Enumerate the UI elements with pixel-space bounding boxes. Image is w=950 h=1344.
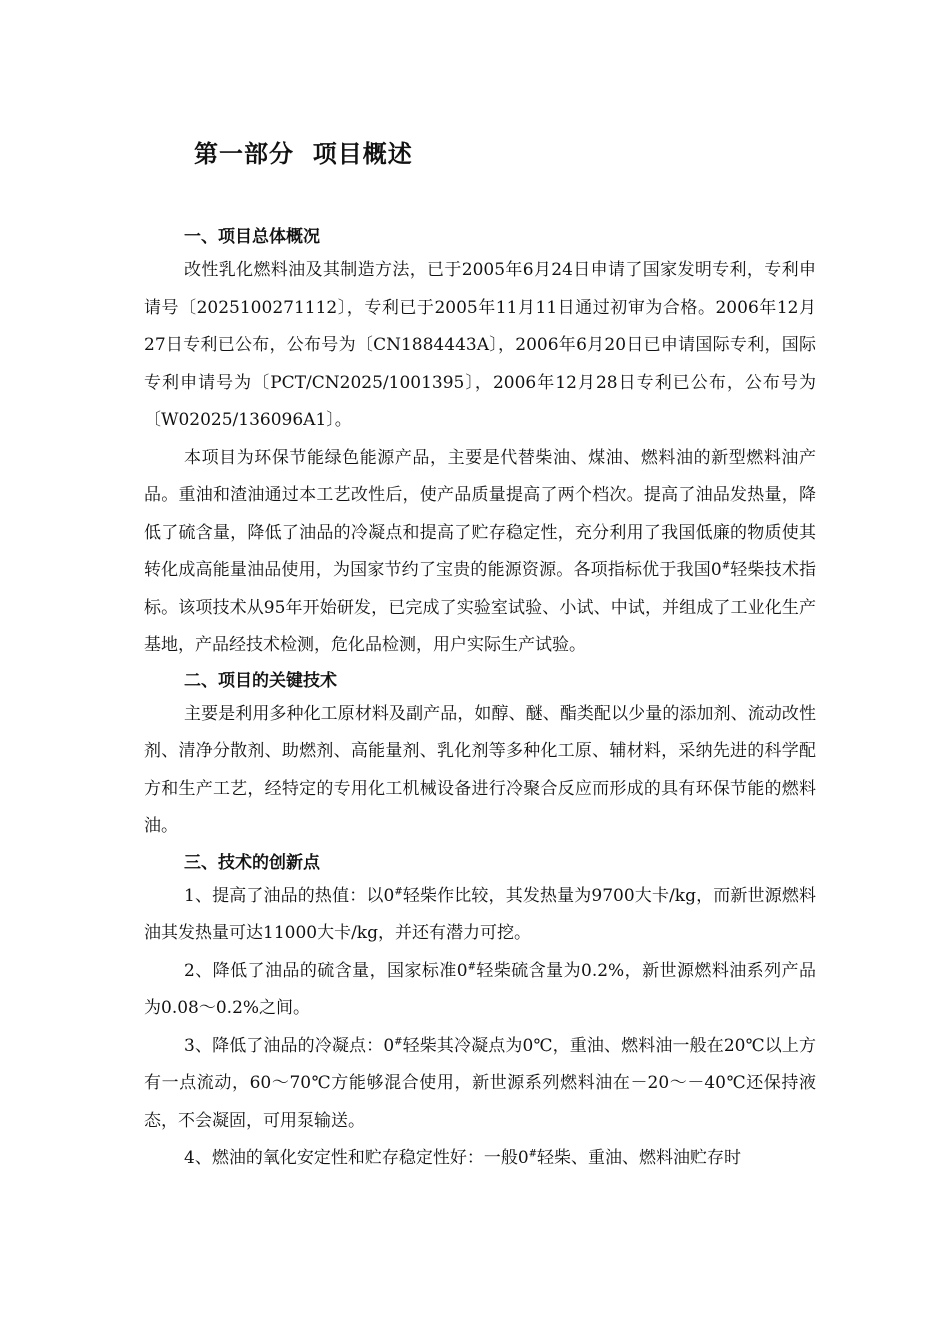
paragraph-key-technology: 主要是利用多种化工原材料及副产品，如醇、醚、酯类配以少量的添加剂、流动改性剂、清净分散剂、助燃剂、高能量剂、乳化剂等多种化工原、辅材料，采纳先进的科学配方和生产工艺，经特定的专用化工机械设备进行冷聚合反应而形成的具有环保节能的燃料油。 [144,703,816,836]
paragraph-product-description: 本项目为环保节能绿色能源产品，主要是代替柴油、煤油、燃料油的新型燃料油产品。重油和渣油通过本工艺改性后，使产品质量提高了两个档次。提高了油品发热量，降低了硫含量，降低了油品的冷凝点和提高了贮存稳定性，充分利用了我国低廉的物质使其转化成高能量油品使用，为国家节约了宝贵的能源资源。各项指标优于我国0#轻柴技术指标。该项技术从95年开始研发，已完成了实验室试验、小试、中试，并组成了工业化生产基地，产品经技术检测，危化品检测，用户实际生产试验。 [144,447,817,655]
paragraph-innovation-4: 4、燃油的氧化安定性和贮存稳定性好：一般0#轻柴、重油、燃料油贮存时 [184,1148,742,1168]
section-heading-key-technology: 二、项目的关键技术 [184,670,337,691]
page-title: 第一部分 项目概述 [194,139,413,168]
paragraph-innovation-2: 2、降低了油品的硫含量，国家标准0#轻柴硫含量为0.2%，新世源燃料油系列产品为0.08～0.2%之间。 [144,960,816,1018]
section-heading-innovations: 三、技术的创新点 [184,852,320,873]
section-heading-overview: 一、项目总体概况 [184,227,320,247]
paragraph-patent-info: 改性乳化燃料油及其制造方法，已于2005年6月24日申请了国家发明专利，专利申请号〔2025100271112〕，专利已于2005年11月11日通过初审为合格。2006年12月27日专利已公布，公布号为〔CN1884443A〕，2006年6月20日已申请国际专利，国际专利申请号为〔PCT/CN2025/1001395〕，2006年12月28日专利已公布，公布号为〔W02025/136096A1〕。 [144,260,816,430]
paragraph-innovation-3: 3、降低了油品的冷凝点：0#轻柴其冷凝点为0℃，重油、燃料油一般在20℃以上方有一点流动，60～70℃方能够混合使用，新世源系列燃料油在－20～－40℃还保持液态，不会凝固，可用泵输送。 [144,1035,816,1131]
paragraph-innovation-1: 1、提高了油品的热值：以0#轻柴作比较，其发热量为9700大卡/kg，而新世源燃料油其发热量可达11000大卡/kg，并还有潜力可挖。 [144,885,816,943]
document-body [144,222,816,1178]
